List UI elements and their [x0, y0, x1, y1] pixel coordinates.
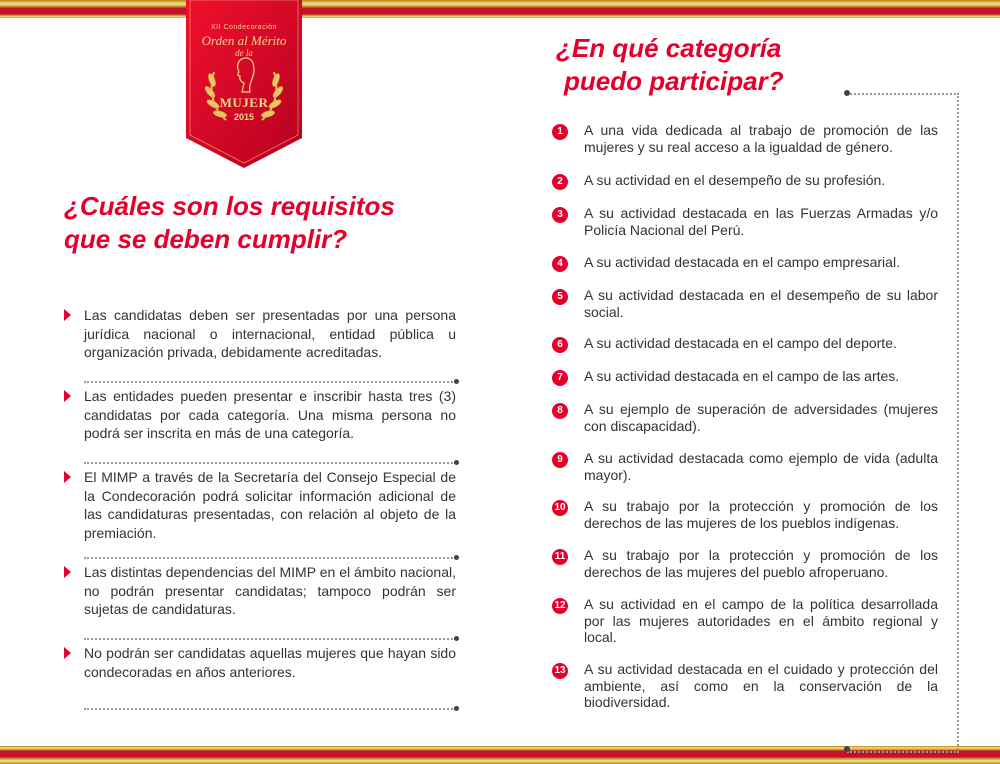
category-number: 11: [552, 549, 568, 565]
categories-heading: [556, 32, 936, 98]
requirement-text: No podrán ser candidatas aquellas mujeres que hayan sido condecoradas en años anteriores.: [84, 645, 456, 680]
dotted-divider: [84, 638, 456, 640]
requirements-heading-line1: ¿Cuáles son los requisitos: [64, 191, 395, 221]
category-number: 7: [552, 370, 568, 386]
arrow-right-icon: [64, 309, 71, 321]
requirement-item: [64, 563, 458, 644]
category-number: 1: [552, 124, 568, 140]
category-text: A su trabajo por la protección y promoción de los derechos de las mujeres de los pueblos indígenas.: [584, 498, 938, 531]
top-border: [0, 0, 1000, 18]
category-text: A su actividad destacada en el campo del deporte.: [584, 335, 897, 351]
badge-year: 2015: [233, 112, 255, 122]
category-number: 4: [552, 256, 568, 272]
category-text: A su actividad destacada como ejemplo de vida (adulta mayor).: [584, 450, 938, 483]
requirement-item: [64, 644, 458, 714]
category-text: A una vida dedicada al trabajo de promoción de las mujeres y su real acceso a la igualdad de género.: [584, 122, 938, 155]
category-number: 12: [552, 598, 568, 614]
category-text: A su ejemplo de superación de adversidades (mujeres con discapacidad).: [584, 401, 938, 434]
categories-heading-line2: puedo participar?: [564, 66, 784, 96]
category-number: 5: [552, 289, 568, 305]
category-text: A su actividad en el desempeño de su profesión.: [584, 172, 886, 188]
category-text: A su actividad destacada en las Fuerzas Armadas y/o Policía Nacional del Perú.: [584, 205, 938, 238]
requirement-item: [64, 387, 458, 468]
category-number: 9: [552, 452, 568, 468]
requirement-item: [64, 468, 458, 563]
requirements-heading-line2: que se deben cumplir?: [64, 224, 348, 254]
category-text: A su actividad destacada en el cuidado y protección del ambiente, así como en la conservación de la biodiversidad.: [584, 661, 938, 710]
categories-heading-line1: ¿En qué categoría: [556, 33, 782, 63]
requirement-text: Las distintas dependencias del MIMP en el ámbito nacional, no podrán presentar candidatas; tampoco podrán ser sujetas de candidaturas.: [84, 564, 456, 617]
category-number: 3: [552, 207, 568, 223]
category-text: A su actividad destacada en el campo de las artes.: [584, 368, 900, 384]
category-text: A su actividad destacada en el campo empresarial.: [584, 254, 900, 270]
badge-of-the: de la: [235, 48, 253, 58]
dotted-divider: [84, 557, 456, 559]
arrow-right-icon: [64, 390, 71, 402]
badge-order: Orden al Mérito: [201, 33, 287, 48]
arrow-right-icon: [64, 647, 71, 659]
bracket-dot: [844, 746, 850, 752]
arrow-right-icon: [64, 471, 71, 483]
requirements-list: [64, 306, 458, 714]
dotted-divider: [84, 381, 456, 383]
dotted-divider: [84, 462, 456, 464]
category-number: 8: [552, 403, 568, 419]
requirements-heading: [64, 190, 424, 256]
bracket-dot: [844, 90, 850, 96]
category-number: 6: [552, 337, 568, 353]
category-text: A su actividad en el campo de la política desarrollada por las mujeres autoridades en el ámbito regional y local.: [584, 596, 938, 645]
category-text: A su actividad destacada en el desempeño de su labor social.: [584, 287, 938, 320]
category-number: 13: [552, 663, 568, 679]
requirement-item: [64, 306, 458, 387]
category-number: 2: [552, 174, 568, 190]
requirement-text: Las entidades pueden presentar e inscribir hasta tres (3) candidatas por cada categoría. Una misma persona no podrá ser inscrita en más de una categoría.: [84, 388, 456, 441]
requirement-text: Las candidatas deben ser presentadas por una persona jurídica nacional o internacional, entidad pública u organización privada, debidamente acreditadas.: [84, 307, 456, 360]
requirement-text: El MIMP a través de la Secretaría del Consejo Especial de la Condecoración podrá solicitar información adicional de las candidaturas presentadas, con relación al objeto de la premiación.: [84, 469, 456, 541]
badge-title: MUJER: [219, 95, 269, 110]
dotted-divider: [84, 708, 456, 710]
category-text: A su trabajo por la protección y promoción de los derechos de las mujeres del pueblo afroperuano.: [584, 547, 938, 580]
badge-edition: XII Condecoración: [210, 24, 278, 31]
arrow-right-icon: [64, 566, 71, 578]
award-badge: [186, 0, 302, 168]
category-number: 10: [552, 500, 568, 516]
